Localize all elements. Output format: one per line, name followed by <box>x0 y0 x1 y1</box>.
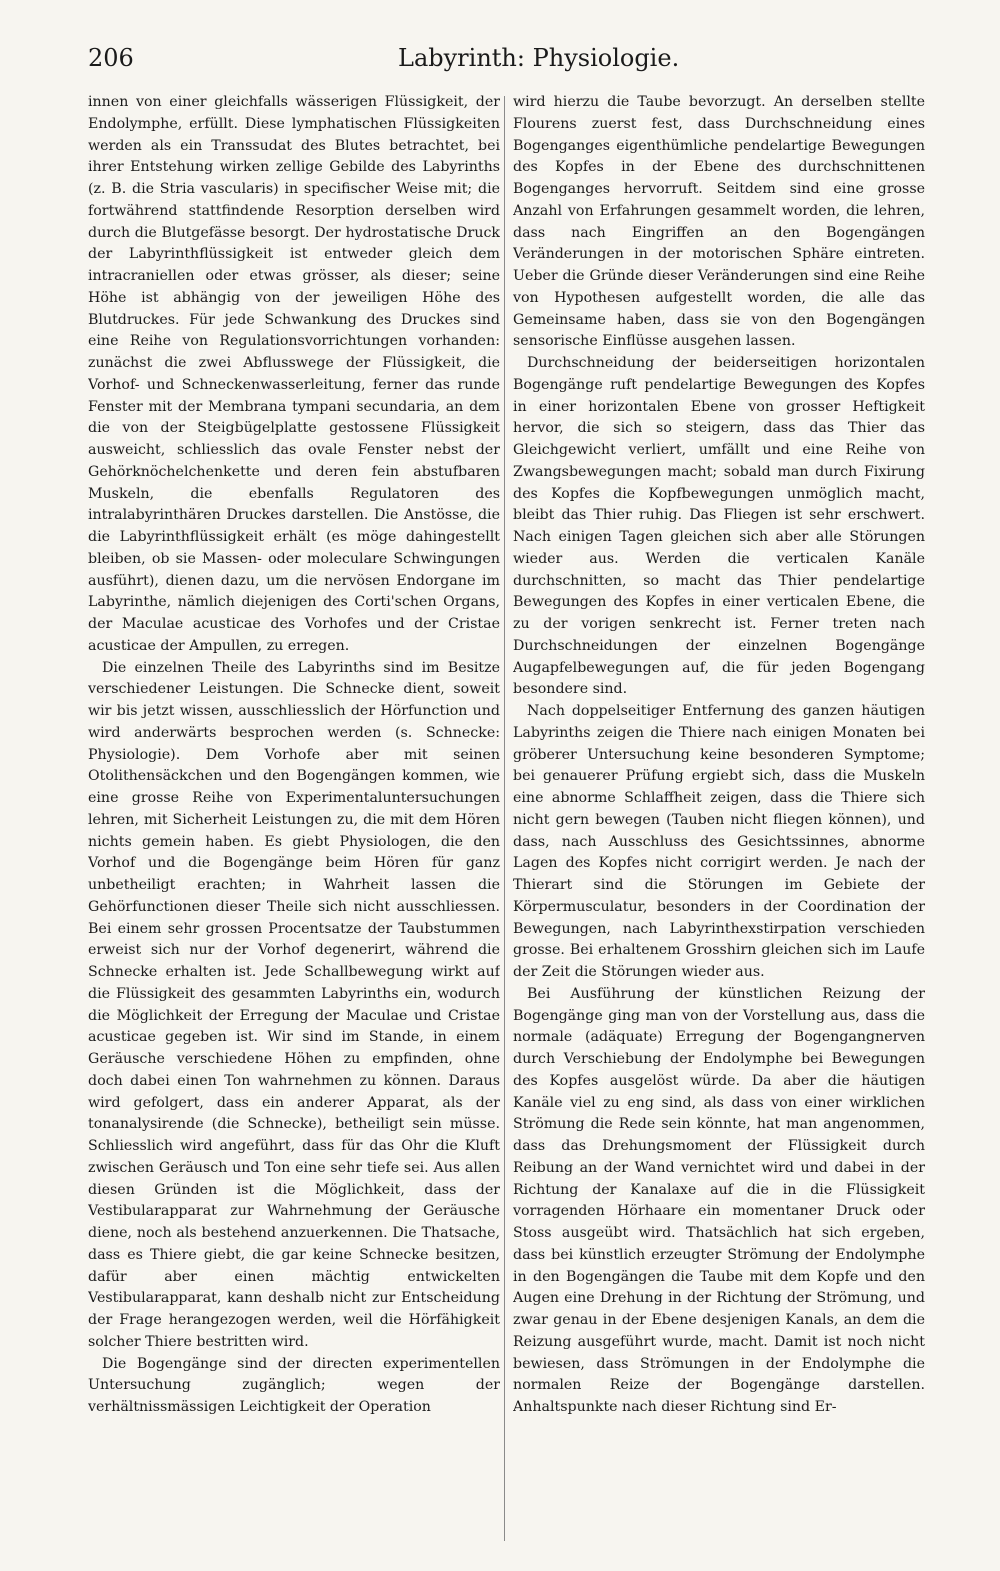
left-column <box>88 92 500 1547</box>
right-paragraph-2: Durchschneidung der beiderseitigen horizontalen Bogengänge ruft pendelartige Bewegungen des Kopfes in einer horizontalen Ebene von grosser Heftigkeit hervor, die sich so steigern, dass das Thier das Gleichgewicht verliert, umfällt und eine Reihe von Zwangsbewegungen macht; sobald man durch Fixirung des Kopfes die Kopfbewegungen unmöglich macht, bleibt das Thier ruhig. Das Fliegen ist sehr erschwert. Nach einigen Tagen gleichen sich aber alle Störungen wieder aus. Werden die verticalen Kanäle durchschnitten, so macht das Thier pendelartige Bewegungen des Kopfes in einer verticalen Ebene, die zu der vorigen senkrecht ist. Ferner treten nach Durchschneidungen der einzelnen Bogengänge Augapfelbewegungen auf, die für jeden Bogengang besondere sind. <box>513 355 925 698</box>
right-paragraph-4: Bei Ausführung der künstlichen Reizung der Bogengänge ging man von der Vorstellung aus, dass die normale (adäquate) Erregung der Bogengangnerven durch Verschiebung der Endolymphe bei Bewegungen des Kopfes ausgelöst würde. Da aber die häutigen Kanäle viel zu eng sind, als dass von einer wirklichen Strömung die Rede sein könnte, hat man angenommen, dass das Drehungsmoment der Flüssigkeit durch Reibung an der Wand vernichtet wird und dabei in der Richtung der Kanalaxe auf die in die Flüssigkeit vorragenden Hörhaare ein momentaner Druck oder Stoss ausgeübt wird. Thatsächlich hat sich ergeben, dass bei künstlich erzeugter Strömung der Endolymphe in den Bogengängen die Taube mit dem Kopfe und den Augen eine Drehung in der Richtung der Strömung, und zwar genau in der Ebene desjenigen Kanals, an dem die Reizung ausgeführt wurde, macht. Damit ist noch nicht bewiesen, dass Strömungen in der Endolymphe die normalen Reize der Bogengänge darstellen. Anhaltspunkte nach dieser Richtung sind Er- <box>513 985 925 1415</box>
page-header <box>88 44 680 84</box>
column-divider <box>504 96 505 1541</box>
left-paragraph-1: innen von einer gleichfalls wässerigen Flüssigkeit, der Endolymphe, erfüllt. Diese lymphatischen Flüssigkeiten werden als ein Transsudat des Blutes betrachtet, bei ihrer Entstehung wirken zellige Gebilde des Labyrinths (z. B. die Stria vascularis) in specifischer Weise mit; die fortwährend stattfindende Resorption derselben wird durch die Blutgefässe besorgt. Der hydrostatische Druck der Labyrinthflüssigkeit ist entweder gleich dem intracraniellen oder etwas grösser, als dieser; seine Höhe ist abhängig von der jeweiligen Höhe des Blutdruckes. Für jede Schwankung des Druckes sind eine Reihe von Regulationsvorrichtungen vorhanden: zunächst die zwei Abflusswege der Flüssigkeit, die Vorhof- und Schneckenwasserleitung, ferner das runde Fenster mit der Membrana tympani secundaria, an dem die von der Steigbügelplatte gestossene Flüssigkeit ausweicht, schliesslich das ovale Fenster nebst der Gehörknöchelchenkette und deren fein abstufbaren Muskeln, die ebenfalls Regulatoren des intralabyrinthären Druckes darstellen. Die Anstösse, die die Labyrinthflüssigkeit erhält (es möge dahingestellt bleiben, ob sie Massen- oder moleculare Schwingungen ausführt), dienen dazu, um die nervösen Endorgane im Labyrinthe, nämlich diejenigen des Corti'schen Organs, der Maculae acusticae des Vorhofes und der Cristae acusticae der Ampullen, zu erregen. <box>88 94 500 654</box>
right-paragraph-1: wird hierzu die Taube bevorzugt. An derselben stellte Flourens zuerst fest, dass Durchschneidung eines Bogenganges eigenthümliche pendelartige Bewegungen des Kopfes in der Ebene des durchschnittenen Bogenganges hervorruft. Seitdem sind eine grosse Anzahl von Erfahrungen gesammelt worden, die lehren, dass nach Eingriffen an den Bogengängen Veränderungen in der motorischen Sphäre eintreten. Ueber die Gründe dieser Veränderungen sind eine Reihe von Hypothesen aufgestellt worden, die alle das Gemeinsame haben, dass sie von den Bogengängen sensorische Einflüsse ausgehen lassen. <box>513 94 925 350</box>
text-columns <box>88 92 932 1547</box>
running-title: Labyrinth: Physiologie. <box>398 44 680 72</box>
left-paragraph-2: Die einzelnen Theile des Labyrinths sind im Besitze verschiedener Leistungen. Die Schnecke dient, soweit wir bis jetzt wissen, ausschliesslich der Hörfunction und wird anderwärts besprochen werden (s. Schnecke: Physiologie). Dem Vorhofe aber mit seinen Otolithensäckchen und den Bogengängen kommen, wie eine grosse Reihe von Experimentaluntersuchungen lehren, mit Sicherheit Leistungen zu, die mit dem Hören nichts gemein haben. Es giebt Physiologen, die den Vorhof und die Bogengänge beim Hören für ganz unbetheiligt erachten; in Wahrheit lassen die Gehörfunctionen dieser Theile sich nicht ausschliessen. Bei einem sehr grossen Procentsatze der Taubstummen erweist sich nur der Vorhof degenerirt, während die Schnecke erhalten ist. Jede Schallbewegung wirkt auf die Flüssigkeit des gesammten Labyrinths ein, wodurch die Möglichkeit der Erregung der Maculae und Cristae acusticae gegeben ist. Wir sind im Stande, in einem Geräusche verschiedene Höhen zu empfinden, ohne doch dabei einen Ton wahrnehmen zu können. Daraus wird gefolgert, dass ein anderer Apparat, als der tonanalysirende (die Schnecke), betheiligt sein müsse. Schliesslich wird angeführt, dass für das Ohr die Kluft zwischen Geräusch und Ton eine sehr tiefe sei. Aus allen diesen Gründen ist die Möglichkeit, dass der Vestibularapparat zur Wahrnehmung der Geräusche diene, noch als bestehend anzuerkennen. Die Thatsache, dass es Thiere giebt, die gar keine Schnecke besitzen, dafür aber einen mächtig entwickelten Vestibularapparat, kann deshalb nicht zur Entscheidung der Frage herangezogen werden, weil die Hörfähigkeit solcher Thiere bestritten wird. <box>88 659 500 1350</box>
right-paragraph-3: Nach doppelseitiger Entfernung des ganzen häutigen Labyrinths zeigen die Thiere nach einigen Monaten bei gröberer Untersuchung keine besonderen Symptome; bei genauerer Prüfung ergiebt sich, dass die Muskeln eine abnorme Schlaffheit zeigen, dass die Thiere sich nicht gern bewegen (Tauben nicht fliegen können), und dass, nach Ausschluss des Gesichtssinnes, abnorme Lagen des Kopfes nicht corrigirt werden. Je nach der Thierart sind die Störungen im Gebiete der Körpermusculatur, besonders in der Coordination der Bewegungen, nach Labyrinthexstirpation verschieden grosse. Bei erhaltenem Grosshirn gleichen sich im Laufe der Zeit die Störungen wieder aus. <box>513 703 925 980</box>
right-column <box>513 92 925 1547</box>
left-paragraph-3: Die Bogengänge sind der directen experimentellen Untersuchung zugänglich; wegen der verhältnissmässigen Leichtigkeit der Operation <box>88 1355 500 1415</box>
page-number: 206 <box>88 44 134 72</box>
